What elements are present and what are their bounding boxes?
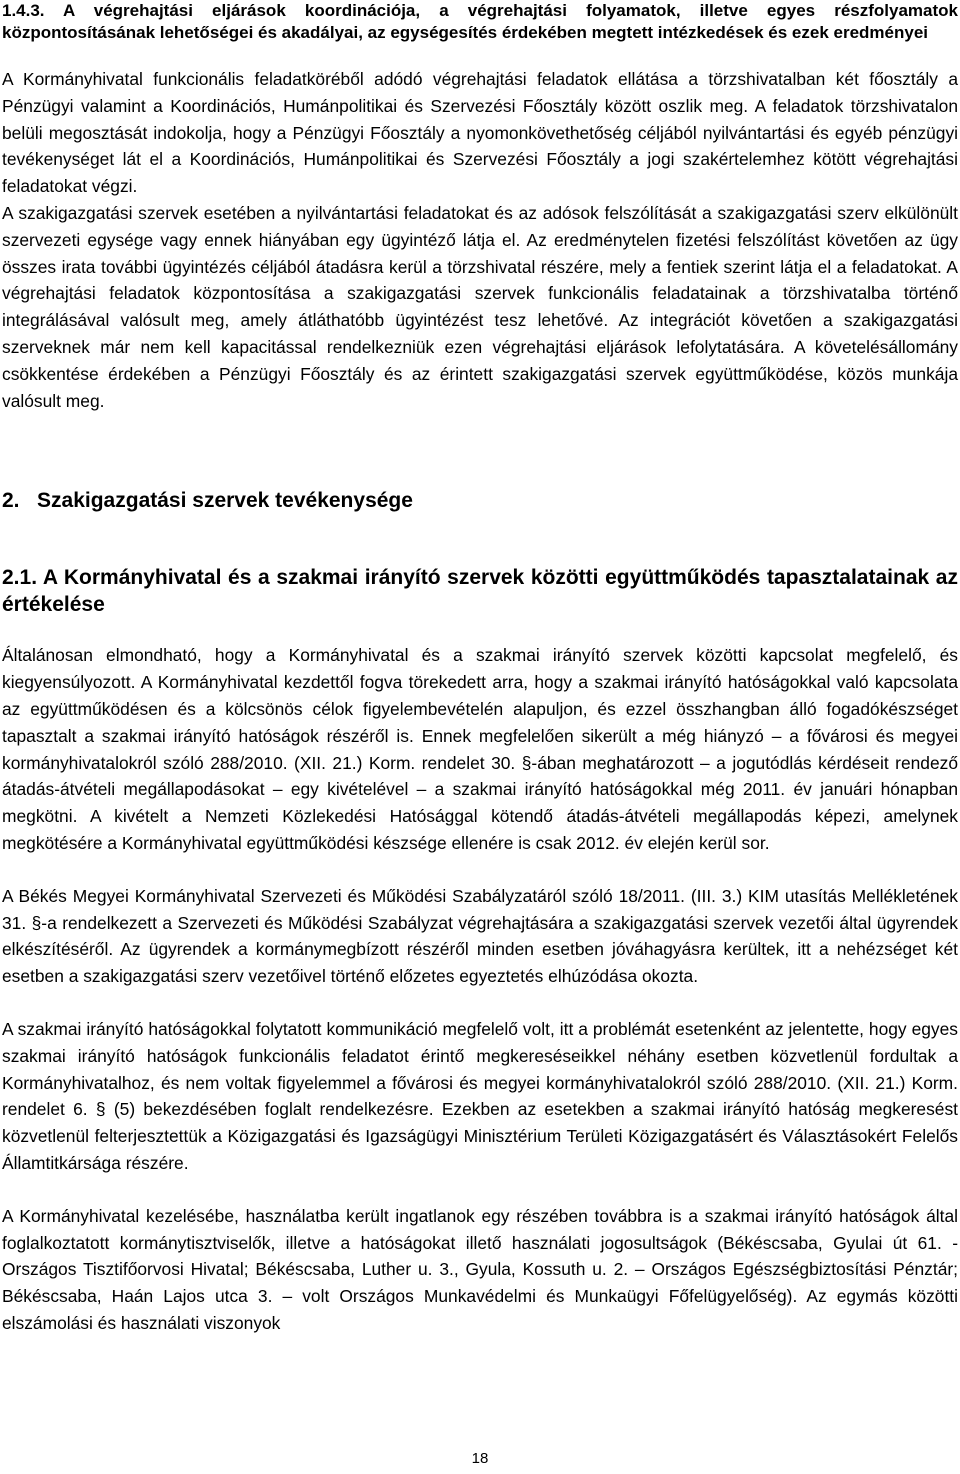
section-heading-2-1 — [2, 564, 958, 618]
section-heading-1-4-3: 1.4.3. A végrehajtási eljárások koordinációja, a végrehajtási folyamatok, illetve egyes részfolyamatok központosításának lehetőségei és akadályai, az egységesítés érdekében megtett intézkedések és ezek eredményei — [2, 1, 958, 42]
paragraph-rules-of-procedure: A Békés Megyei Kormányhivatal Szervezeti és Működési Szabályzatáról szóló 18/2011. (III. 3.) KIM utasítás Mellékletének 31. §-a rendelkezett a Szervezeti és Működési Szabályzat végrehajtására a szakigazgatási szervek vezetői által ügyrendek elkészítéséről. Az ügyrendek a kormánymegbízott részéről minden esetben jóváhagyásra kerültek, itt a nehézséget két esetben a szakigazgatási szerv vezetőivel történő előzetes egyeztetés elhúzódása okozta. — [2, 885, 958, 987]
paragraph-execution-tasks: A Kormányhivatal funkcionális feladatköréből adódó végrehajtási feladatok ellátása a törzshivatalban két főosztály a Pénzügyi valamint a Koordinációs, Humánpolitikai és Szervezési Főosztály között oszlik meg. A feladatok törzshivatalon belüli megosztását indokolja, hogy a Pénzügyi Főosztály a nyomonkövethetőség céljából nyilvántartási és egyéb pénzügyi tevékenységet lát el a Koordinációs, Humánpolitikai és Szervezési Főosztály a jogi szakértelemhez kötött végrehajtási feladatokat végzi. — [2, 69, 958, 197]
paragraph-specialized-bodies: A szakigazgatási szervek esetében a nyilvántartási feladatokat és az adósok felszólítását a szakigazgatási szerv elkülönült szervezeti egysége vagy ennek hiányában egy ügyintéző látja el. Az eredménytelen fizetési felszólítást követően az ügy összes irata további ügyintézés céljából átadásra kerül a törzshivatal részére, mely a fentiek szerint látja el a feladatokat. A végrehajtási feladatok központosítása a szakigazgatási szervek funkcionális feladatainak a törzshivatalba történő integrálásával valósult meg, amely átláthatóbb ügyintézést tesz lehetővé. Az integrációt követően a szakigazgatási szerveknek már nem kell kapacitással rendelkezniük ezen végrehajtási eljárások lefolytatására. A követelésállomány csökkentése érdekében a Pénzügyi Főosztály és az érintett szakigazgatási szervek együttműködése, közös munkája valósult meg. — [2, 202, 958, 411]
section-heading-2 — [2, 488, 958, 514]
page-number: 18 — [471, 1450, 489, 1467]
paragraph-real-estate: A Kormányhivatal kezelésébe, használatba került ingatlanok egy részében továbbra is a szakmai irányító hatóságok által foglalkoztatott kormánytisztviselők, illetve a hatóságokat illető használati jogosultságok (Békéscsaba, Gyulai út 61. - Országos Tisztifőorvosi Hivatal; Békéscsaba, Luther u. 3., Gyula, Kossuth u. 2. – Országos Egészségbiztosítási Pénztár; Békéscsaba, Haán Lajos utca 3. – volt Országos Munkavédelmi és Munkaügyi Főfelügyelőség). Az egymás közötti elszámolási és használati viszonyok — [2, 1205, 958, 1333]
paragraph-cooperation: Általánosan elmondható, hogy a Kormányhivatal és a szakmai irányító szervek közötti kapcsolat megfelelő, és kiegyensúlyozott. A Kormányhivatal kezdettől fogva törekedett arra, hogy a szakmai irányító hatóságokkal való kapcsolata az együttműködésen és a kölcsönös célok figyelembevételén alapuljon, és ezzel összhangban álló fogadókészséget tapasztalt a szakmai irányító hatóságok részéről is. Ennek megfelelően sikerült a még hiányzó – a fővárosi és megyei kormányhivatalokról szóló 288/2010. (XII. 21.) Korm. rendelet 30. §-ában meghatározott – a jogutódlás kérdéseit rendező átadás-átvételi megállapodásokat – egy kivételével – a szakmai irányító hatóságokkal még 2011. év januári hónapban megkötni. A kivételt a Nemzeti Közlekedési Hatósággal kötendő átadás-átvételi megállapodás képezi, amelynek megkötésére a Kormányhivatal együttműködési készsége ellenére is csak 2012. év elején kerül sor. — [2, 645, 958, 853]
section-title: Szakigazgatási szervek tevékenysége — [37, 489, 413, 513]
section-number: 2.1. — [2, 566, 38, 590]
section-number: 2. — [2, 489, 20, 513]
section-title: A Kormányhivatal és a szakmai irányító szervek közötti együttműködés tapasztalatainak az értékelése — [2, 566, 958, 617]
paragraph-communication: A szakmai irányító hatóságokkal folytatott kommunikáció megfelelő volt, itt a problémát esetenként az jelentette, hogy egyes szakmai irányító hatóságok funkcionális feladatot érintő megkereséseikkel néhány esetben közvetlenül fordultak a Kormányhivatalhoz, és nem voltak figyelemmel a fővárosi és megyei kormányhivatalokról szóló 288/2010. (XII. 21.) Korm. rendelet 6. § (5) bekezdésében foglalt rendelkezésre. Ezekben az esetekben a szakmai irányító hatóság megkeresést közvetlenül felterjesztettük a Közigazgatási és Igazságügyi Minisztérium Területi Közigazgatásért és Választásokért Felelős Államtitkársága részére. — [2, 1018, 958, 1173]
